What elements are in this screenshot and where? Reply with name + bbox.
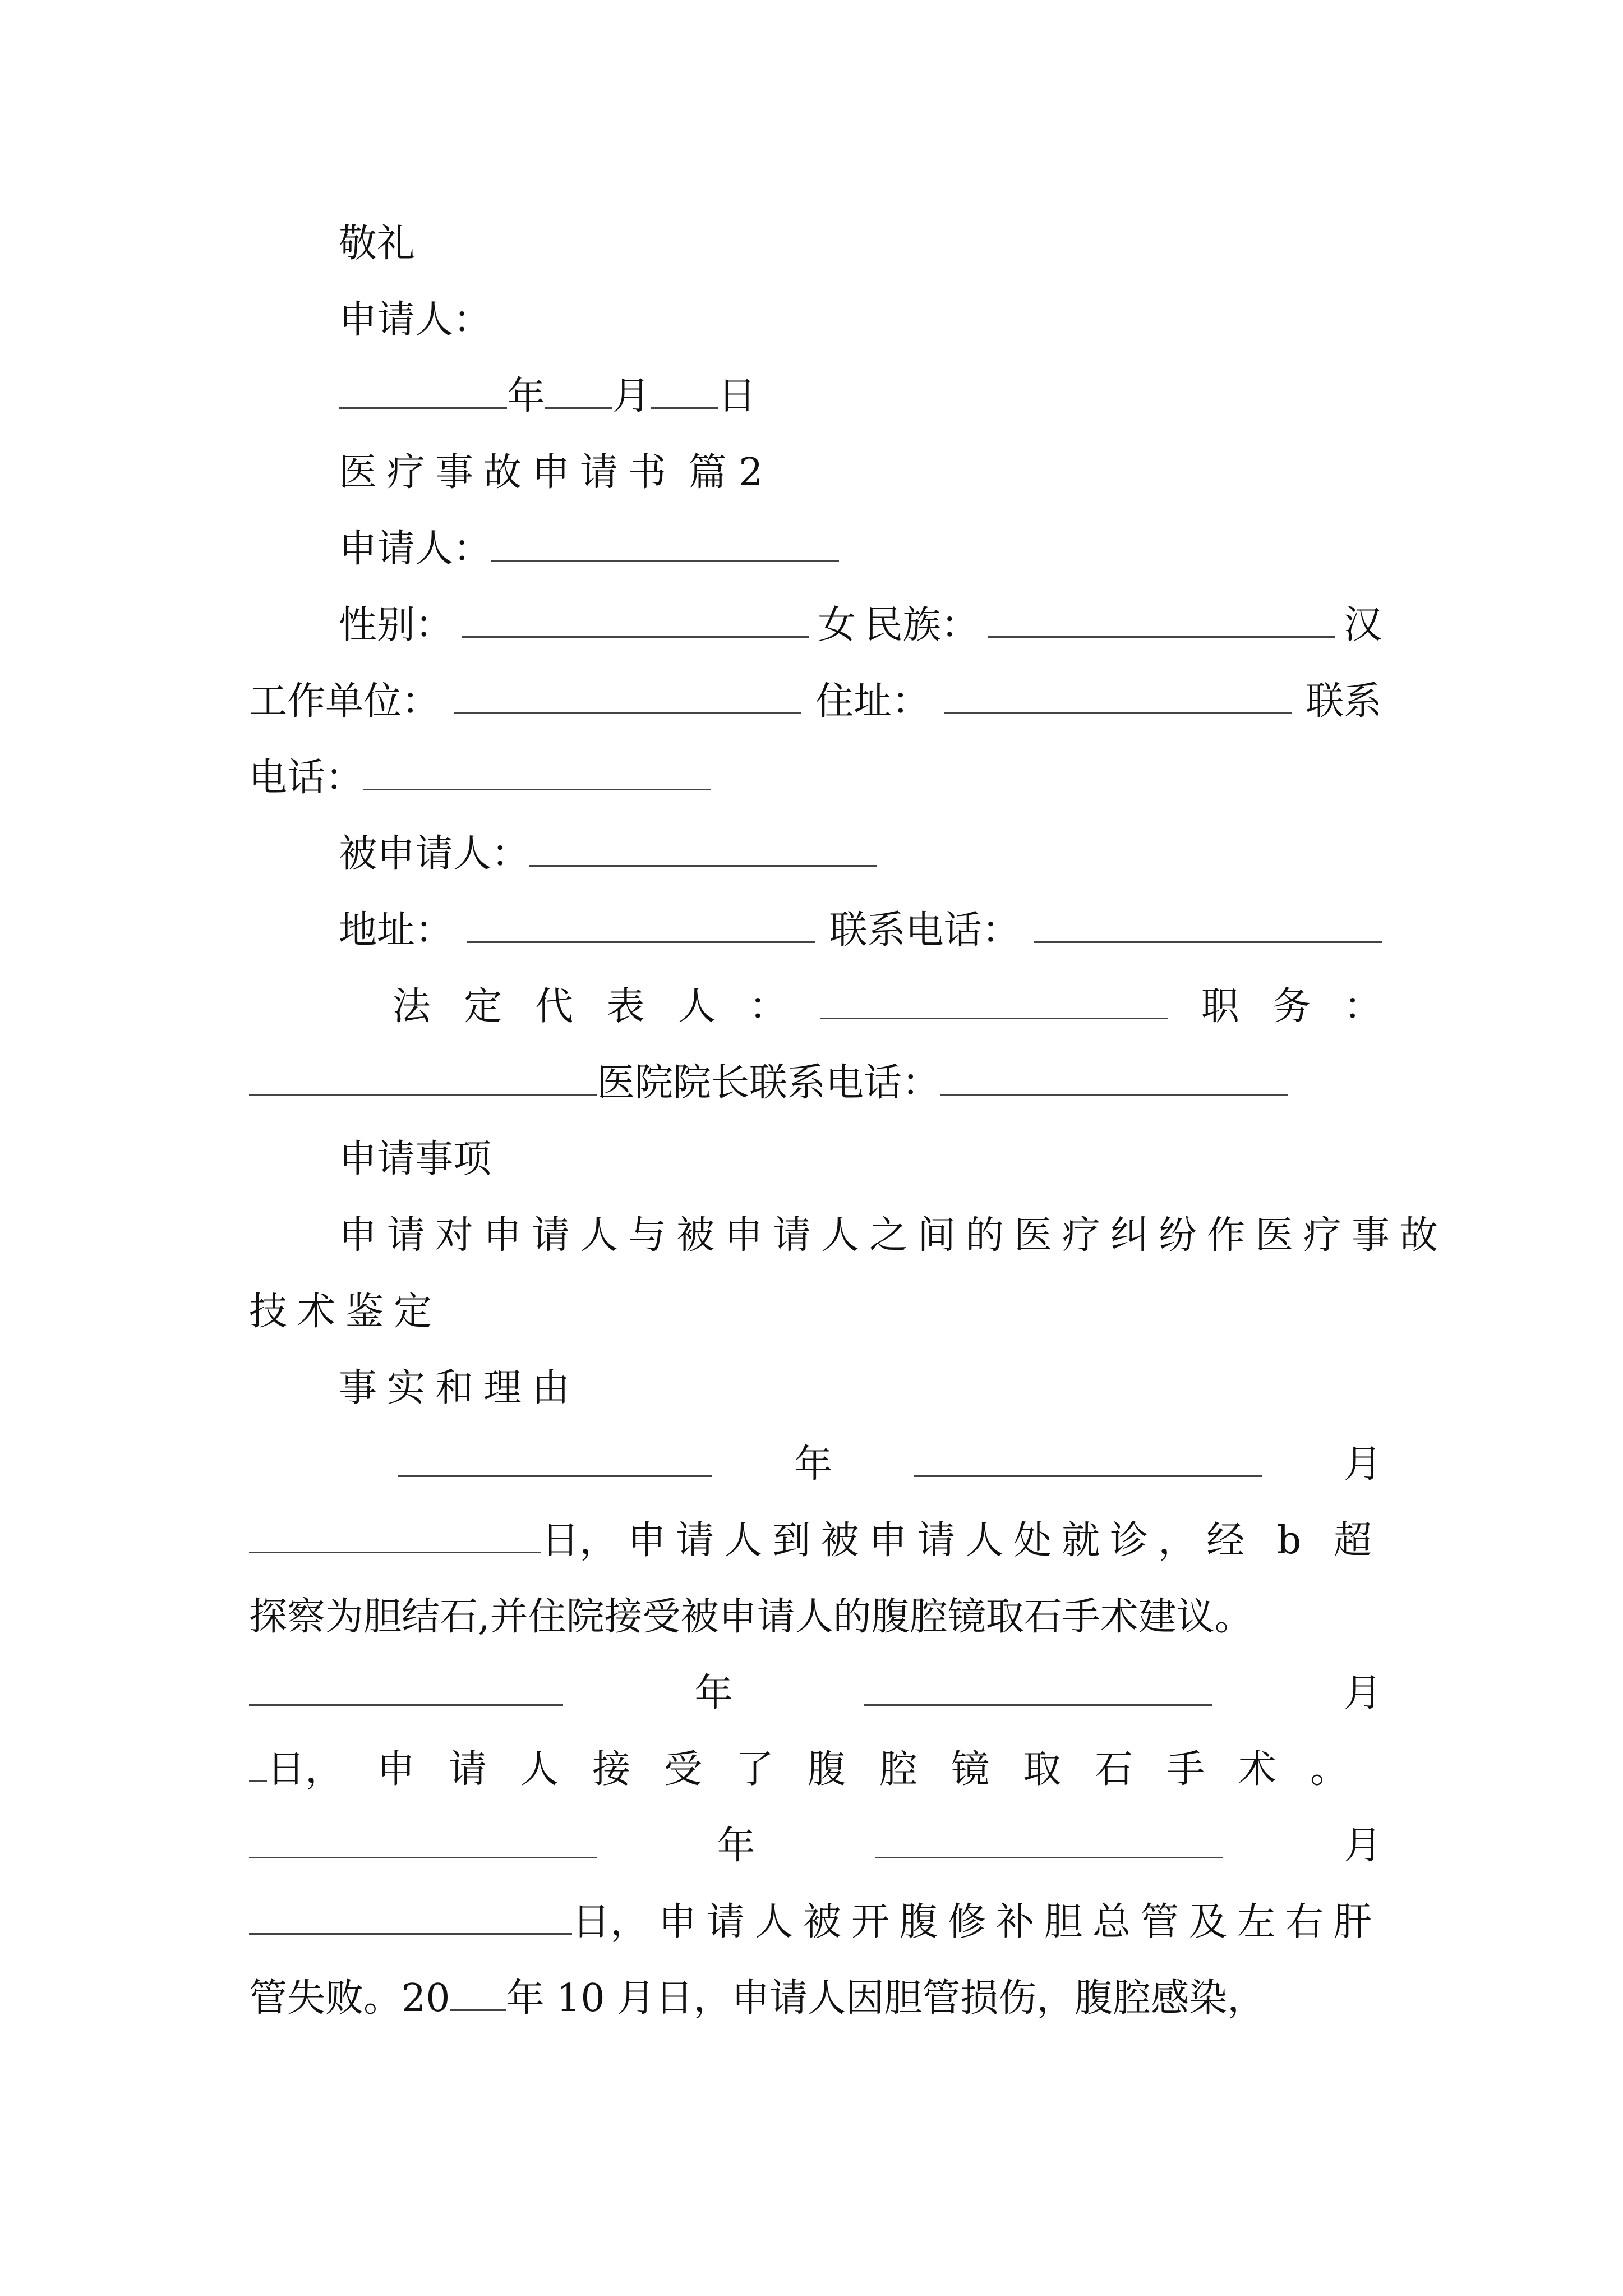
respondent-row — [339, 821, 1382, 888]
month-blank — [545, 366, 612, 409]
respondent-phone-label: 联系电话： — [829, 908, 1020, 953]
fact3-cont-b: 年 10 月日，申请人因胆管损伤，腹腔感染， — [506, 1976, 1266, 2021]
fact3-cont-a: 管失败。20 — [249, 1976, 450, 2021]
fact2-month-blank — [864, 1663, 1212, 1706]
address-blank — [944, 671, 1292, 714]
applicant-row — [339, 516, 1382, 583]
position-blank — [249, 1052, 597, 1096]
day-blank — [651, 366, 718, 409]
position-char: ： — [1343, 984, 1382, 1029]
requests-text-line-1 — [339, 1202, 1449, 1269]
fact1-continuation — [249, 1584, 1382, 1651]
position-value: 医院院长 — [597, 1061, 750, 1105]
gender-label: 性别： — [339, 603, 454, 647]
fact1-day-blank — [249, 1510, 541, 1553]
fact2-day-line — [249, 1736, 1382, 1803]
fact3-day: 日 — [571, 1900, 610, 1944]
respondent-address-blank — [467, 900, 815, 943]
requests-text-2: 技术鉴定 — [249, 1290, 442, 1334]
workplace-address-row — [249, 668, 1382, 735]
fact3-month: 月 — [1343, 1824, 1382, 1868]
legal-rep-char: 代 — [535, 984, 574, 1029]
legal-rep-char: 法 — [393, 984, 431, 1029]
day-label: 日 — [718, 374, 757, 418]
ethnicity-value: 汉 — [1343, 603, 1382, 647]
fact2-text: ，申请人接受了腹腔镜取石手术。 — [305, 1747, 1382, 1792]
legal-rep-char: 人 — [677, 984, 716, 1029]
heading-part: 篇 2 — [688, 450, 763, 495]
respondent-phone-blank — [1034, 900, 1382, 943]
position-row — [249, 1050, 1382, 1117]
fact2-year-blank — [249, 1663, 563, 1706]
phone-label-end: 电话： — [249, 756, 364, 800]
fact3-day-line — [249, 1889, 1382, 1956]
address-label: 住址： — [815, 679, 930, 724]
position-char: 务 — [1272, 984, 1311, 1029]
fact1-year: 年 — [794, 1442, 832, 1487]
phone-row — [249, 744, 1382, 812]
fact3-text: ，申请人被开腹修补胆总管及左右肝 — [610, 1900, 1382, 1944]
fact2-date-line — [249, 1660, 1382, 1727]
month-label: 月 — [612, 374, 651, 418]
section-heading — [339, 439, 1382, 507]
fact1-date-line — [398, 1431, 1382, 1498]
fact3-date-line — [249, 1812, 1382, 1880]
fact1-day-line — [249, 1507, 1382, 1575]
closing-applicant-label: 申请人： — [339, 298, 492, 342]
gender-blank — [462, 595, 809, 638]
fact2-year: 年 — [694, 1671, 733, 1715]
legal-rep-char: 表 — [606, 984, 645, 1029]
fact2-day-blank — [249, 1739, 267, 1782]
position-char: 职 — [1201, 984, 1239, 1029]
fact1-year-blank — [398, 1434, 712, 1477]
fact1-cont-text: 探察为胆结石,并住院接受被申请人的腹腔镜取石手术建议。 — [249, 1595, 1253, 1639]
gender-ethnicity-row — [339, 592, 1382, 659]
fact2-day: 日 — [266, 1747, 305, 1792]
phone-blank — [363, 747, 711, 790]
ethnicity-label: 民族： — [864, 603, 979, 647]
heading-title: 医疗事故申请书 — [339, 450, 677, 495]
respondent-label: 被申请人： — [339, 832, 530, 876]
respondent-address-row — [339, 897, 1382, 964]
gender-value: 女 — [818, 603, 856, 647]
phone-label-start: 联系 — [1305, 679, 1382, 724]
fact3-year-short-blank — [450, 1968, 506, 2011]
workplace-blank — [454, 671, 801, 714]
applicant-label: 申请人： — [339, 527, 492, 571]
fact1-month-blank — [914, 1434, 1262, 1477]
requests-heading: 申请事项 — [339, 1137, 492, 1181]
respondent-blank — [529, 823, 877, 867]
legal-rep-char: 定 — [464, 984, 502, 1029]
requests-text-1: 申请对申请人与被申请人之间的医疗纠纷作医疗事故 — [339, 1213, 1449, 1258]
fact3-year: 年 — [717, 1824, 755, 1868]
requests-text-line-2 — [249, 1278, 1382, 1346]
fact2-month: 月 — [1343, 1671, 1382, 1715]
facts-heading-text: 事实和理由 — [339, 1366, 580, 1410]
legal-rep-blank — [820, 976, 1168, 1019]
fact3-continuation — [249, 1965, 1382, 2032]
workplace-label: 工作单位： — [249, 679, 440, 724]
fact3-day-blank — [249, 1892, 572, 1935]
position-phone-label: 联系电话： — [749, 1061, 940, 1105]
position-phone-blank — [940, 1052, 1288, 1096]
applicant-blank — [491, 518, 839, 562]
fact1-text: ，申请人到被申请人处就诊，经 b 超 — [579, 1519, 1382, 1563]
year-label: 年 — [507, 374, 546, 418]
fact3-year-blank — [249, 1815, 597, 1858]
legal-rep-char: ： — [749, 984, 787, 1029]
year-blank — [339, 366, 507, 409]
ethnicity-blank — [988, 595, 1335, 638]
closing-salutation: 敬礼 — [339, 222, 416, 266]
respondent-address-label: 地址： — [339, 908, 454, 953]
legal-rep-row — [393, 973, 1382, 1041]
fact1-day: 日 — [541, 1519, 580, 1563]
fact3-month-blank — [875, 1815, 1223, 1858]
facts-heading — [339, 1355, 1382, 1422]
fact1-month: 月 — [1343, 1442, 1382, 1487]
closing-date-line — [339, 363, 1382, 430]
